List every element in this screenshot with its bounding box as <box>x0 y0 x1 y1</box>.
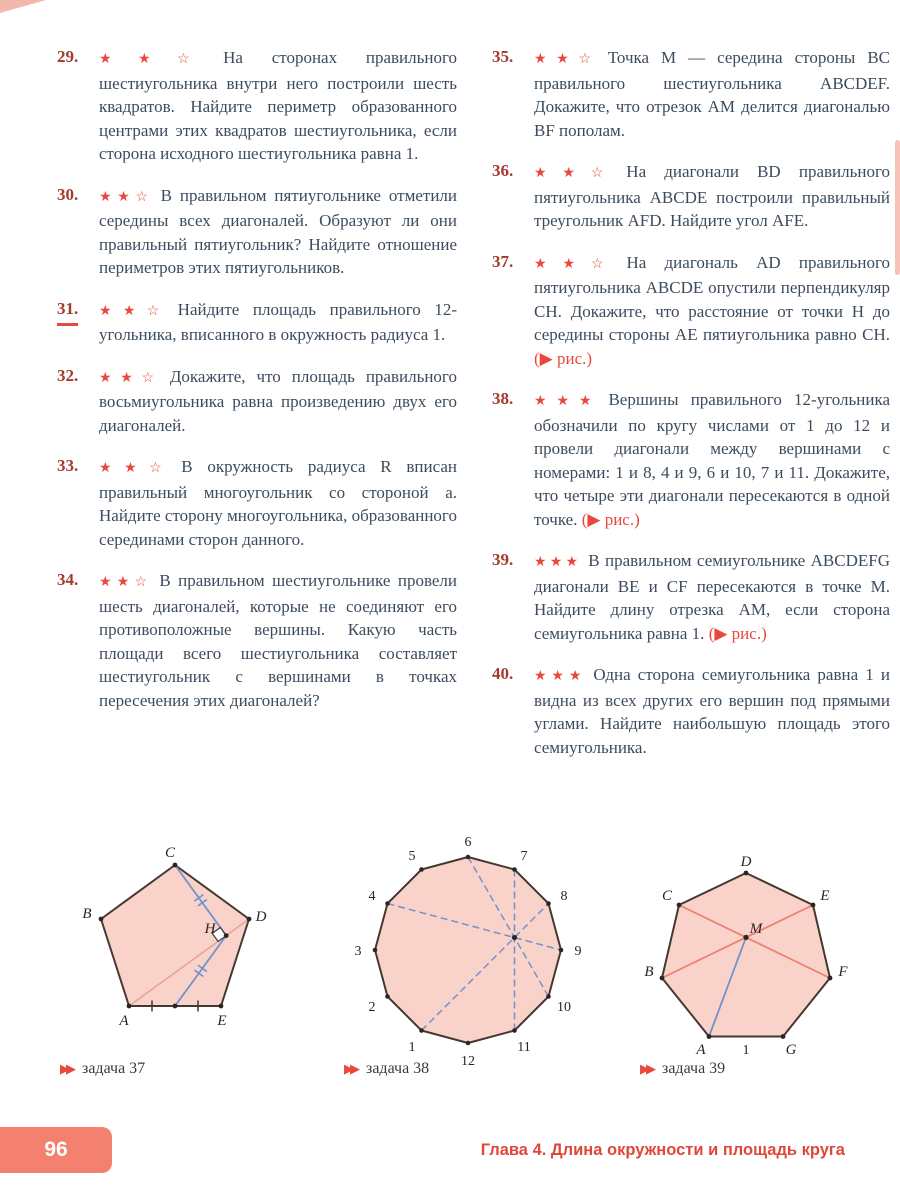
figure-marker-icon: ▶▶ <box>640 1061 652 1076</box>
problem-number-highlighted: 31. <box>57 299 78 326</box>
vertex-number-7: 7 <box>520 849 528 864</box>
difficulty-stars: ★★☆ <box>99 52 217 67</box>
difficulty-stars: ★★☆ <box>534 52 601 67</box>
column-left <box>57 46 457 730</box>
problem-text: На диагонали BD правильного пятиугольника ABCDE построили правильный треугольник AFD. Найдите угол AFE. <box>534 162 890 230</box>
problem-36 <box>492 160 890 233</box>
figure-task-38 <box>338 820 598 1077</box>
difficulty-stars: ★★☆ <box>99 370 163 386</box>
problem-text: В окружность радиуса R вписан правильный многоугольник со стороной a. Найдите сторону многоугольника, образованного серединами сторон данного. <box>99 457 457 549</box>
problem-number: 40. <box>492 664 514 683</box>
problem-29 <box>57 46 457 166</box>
difficulty-stars: ★★☆ <box>99 303 171 319</box>
problem-text: Точка M — середина стороны BC правильного шестиугольника ABCDEF. Докажите, что отрезок AM делится диагональю BF пополам. <box>534 48 890 140</box>
figure-task-37 <box>50 843 300 1060</box>
twelve-gon-figure <box>338 820 598 1072</box>
figure-reference: (▶ рис.) <box>704 623 767 643</box>
problem-number: 36. <box>492 161 514 180</box>
figure-caption-text: задача 38 <box>366 1060 430 1077</box>
vertex-label-B: B <box>644 964 654 980</box>
problem-33 <box>57 455 457 551</box>
vertex-number-10: 10 <box>557 1000 571 1015</box>
heptagon-shape <box>662 873 830 1037</box>
problem-38 <box>492 388 890 531</box>
vertex-number-3: 3 <box>354 944 362 959</box>
vertex-label-D: D <box>255 909 267 925</box>
problem-text: Найдите площадь правильного 12-угольника, вписанного в окружность радиуса 1. <box>99 299 458 344</box>
problem-number: 37. <box>492 251 514 271</box>
figure-caption-39 <box>640 1060 725 1078</box>
vertex-number-2: 2 <box>368 1000 376 1015</box>
vertex-label-B: B <box>82 906 92 922</box>
heptagon-figure <box>628 856 868 1068</box>
difficulty-stars: ★★★ <box>534 394 602 409</box>
figure-caption-38 <box>344 1060 429 1078</box>
figure-marker-icon: ▶▶ <box>60 1061 72 1076</box>
problem-text: Вершины правильного 12-угольника обозначили по кругу числами от 1 до 12 и провели диагонали между вершинами с номерами: 1 и 8, 4 и 9, 6 и 10, 7 и 11. Докажите, что четыре эти диагонали пересекаются в одной точке. <box>534 390 890 529</box>
difficulty-stars: ★★☆ <box>534 166 620 181</box>
problem-number: 35. <box>492 47 514 66</box>
problem-text: На диагональ AD правильного пятиугольника ABCDE опустили перпендикуляр CH. Докажите, что расстояние от точки H до середины стороны AE пятиугольника равно CH. <box>534 252 890 344</box>
scan-artifact-corner <box>0 0 46 13</box>
vertex-label-F: F <box>838 964 848 980</box>
figure-reference: (▶ рис.) <box>577 509 640 529</box>
vertex-label-D: D <box>740 856 752 870</box>
vertex-number-4: 4 <box>368 889 376 904</box>
vertex-label-H: H <box>204 921 216 937</box>
figure-caption-text: задача 37 <box>82 1060 146 1077</box>
difficulty-stars: ★★☆ <box>534 256 620 272</box>
problem-40 <box>492 663 890 759</box>
vertex-label-A: A <box>119 1013 129 1029</box>
figure-task-39 <box>628 856 868 1073</box>
problem-text: На сторонах правильного шестиугольника внутри него построили шесть квадратов. Найдите периметр образованного центрами этих квадратов шестиугольника, если сторона исходного шестиугольника равна 1. <box>99 48 457 163</box>
vertex-label-C: C <box>164 845 176 861</box>
problem-text: Одна сторона семиугольника равна 1 и видна из всех других его вершин под прямыми углами. Найдите наибольшую площадь этого семиугольника. <box>534 665 890 757</box>
problem-30 <box>57 184 457 280</box>
page-number: 96 <box>44 1138 68 1161</box>
problem-31 <box>57 298 457 347</box>
figure-marker-icon: ▶▶ <box>344 1061 356 1076</box>
problem-text: Докажите, что площадь правильного восьмиугольника равна произведению двух его диагоналей. <box>99 366 457 435</box>
problem-number: 38. <box>492 389 514 408</box>
problem-32 <box>57 365 457 438</box>
figure-reference: (▶ рис.) <box>534 348 593 368</box>
side-length-label: 1 <box>742 1043 750 1058</box>
twelve-gon-shape <box>375 857 561 1043</box>
problem-number: 30. <box>57 184 79 204</box>
vertex-number-1: 1 <box>408 1040 416 1055</box>
vertex-label-G: G <box>785 1042 797 1058</box>
problem-number: 29. <box>57 47 79 66</box>
difficulty-stars: ★★★ <box>534 555 582 570</box>
vertex-label-M: M <box>749 921 763 937</box>
problem-text: В правильном пятиугольнике отметили середины всех диагоналей. Образуют ли они правильный пятиугольник? Найдите отношение периметров этих пятиугольников. <box>99 185 458 277</box>
page-number-badge <box>0 1127 112 1173</box>
difficulty-stars: ★★★ <box>534 669 587 684</box>
problem-35 <box>492 46 890 142</box>
vertex-number-11: 11 <box>517 1040 531 1055</box>
vertex-label-C: C <box>661 888 673 904</box>
vertex-number-6: 6 <box>464 835 472 850</box>
difficulty-stars: ★★☆ <box>99 575 153 590</box>
vertex-number-5: 5 <box>408 849 416 864</box>
pentagon-figure <box>50 843 300 1055</box>
vertex-label-E: E <box>820 888 830 904</box>
problem-text: В правильном шестиугольнике провели шесть диагоналей, которые не соединяют его противоположные вершины. Какую часть площади всего шестиугольника составляет шестиугольник с вершинами в точках пересечения этих диагоналей? <box>99 571 458 710</box>
vertex-label-E: E <box>217 1013 227 1029</box>
scan-artifact-edge <box>895 140 900 275</box>
difficulty-stars: ★★☆ <box>99 461 175 476</box>
figure-caption-37 <box>60 1060 145 1078</box>
problem-39 <box>492 549 890 645</box>
vertex-number-9: 9 <box>574 944 582 959</box>
problem-37 <box>492 251 890 371</box>
vertex-number-12: 12 <box>461 1054 475 1069</box>
difficulty-stars: ★★☆ <box>99 189 154 205</box>
problem-number: 32. <box>57 365 79 385</box>
problem-34 <box>57 569 457 712</box>
problem-number: 34. <box>57 570 79 589</box>
figure-caption-text: задача 39 <box>662 1060 726 1077</box>
problem-text: В правильном семиугольнике ABCDEFG диагонали BE и CF пересекаются в точке M. Найдите длину отрезка AM, если сторона семиугольника равна 1. <box>534 551 891 643</box>
problem-number: 33. <box>57 456 79 475</box>
vertex-label-A: A <box>696 1042 706 1058</box>
column-right <box>492 46 890 777</box>
chapter-footer: Глава 4. Длина окружности и площадь круга <box>480 1141 845 1159</box>
vertex-number-8: 8 <box>560 889 568 904</box>
problem-number: 39. <box>492 550 514 569</box>
